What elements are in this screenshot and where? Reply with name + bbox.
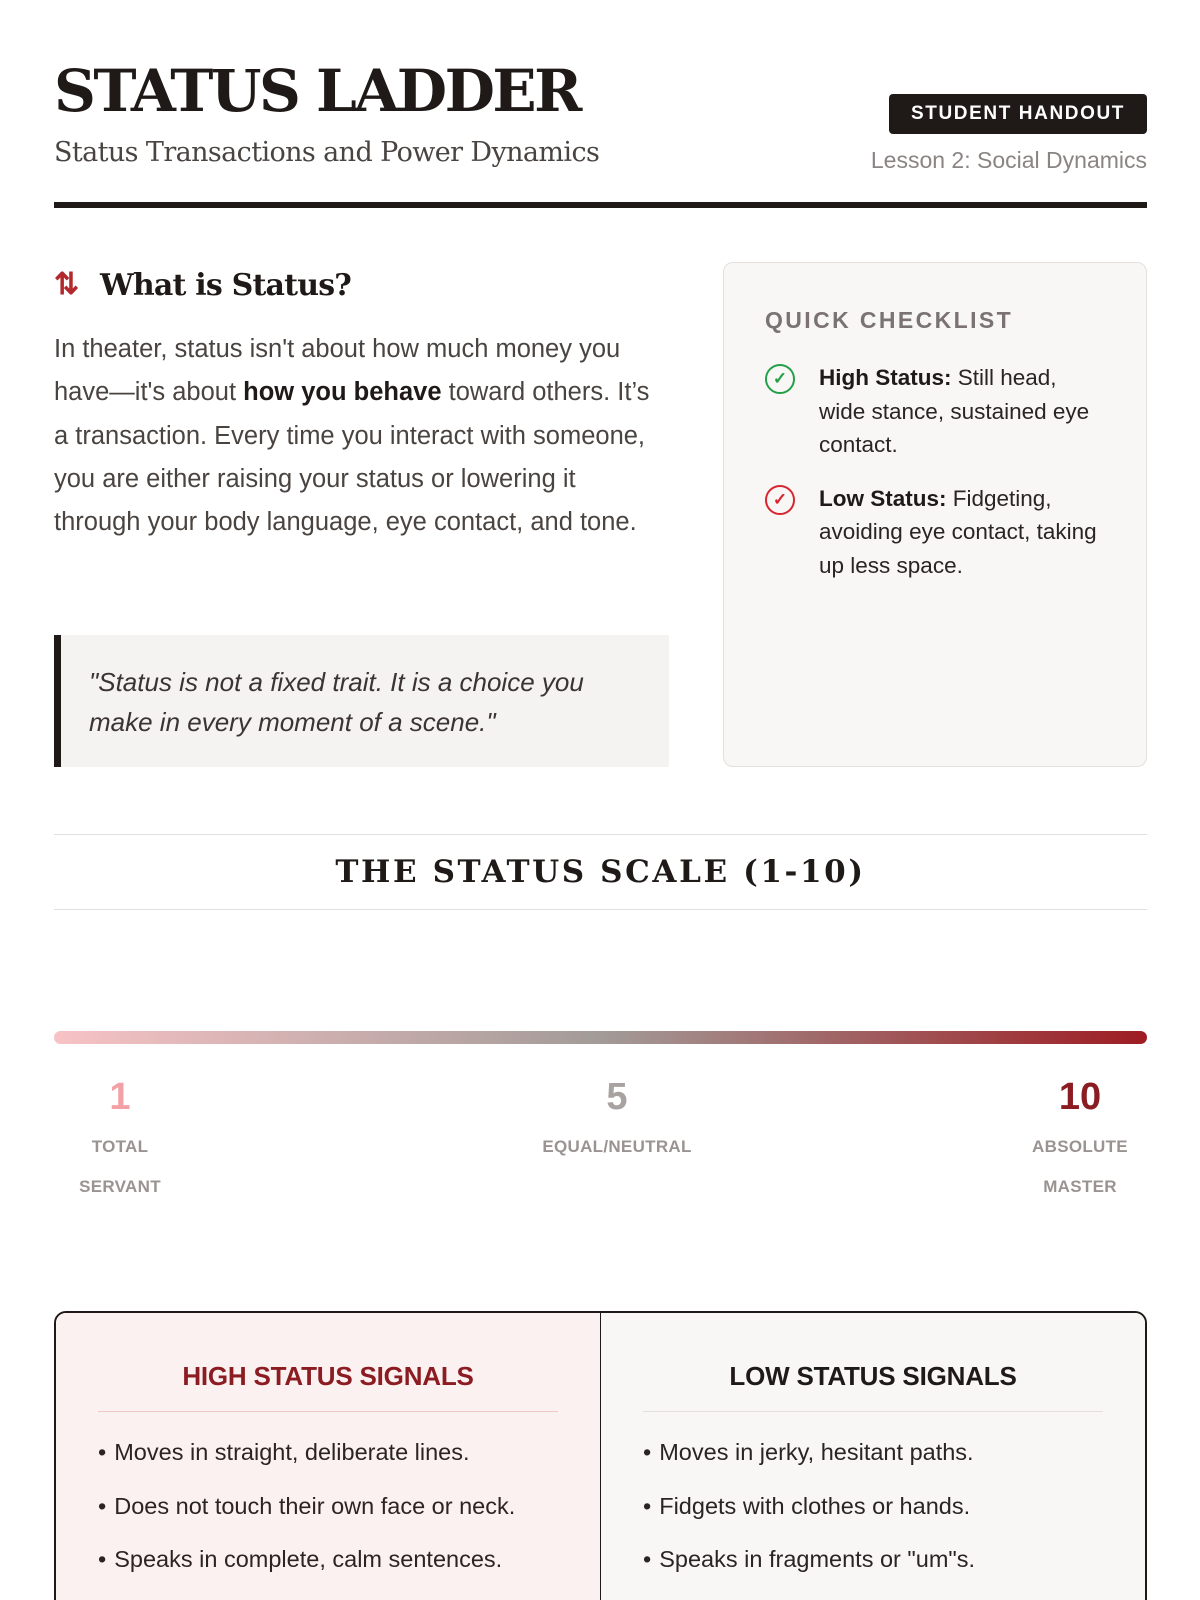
checklist-item-high (765, 361, 1106, 462)
checklist-item-low (765, 482, 1106, 583)
high-status-column (56, 1313, 601, 1600)
quick-checklist (723, 262, 1147, 767)
low-status-list (643, 1412, 1103, 1587)
scale-point-number: 1 (109, 1076, 131, 1118)
checklist-item-label: Low Status: (819, 485, 947, 511)
scale-label-line-1: TOTAL (91, 1137, 149, 1156)
section-heading: What is Status? (100, 267, 352, 303)
scale-point-number: 5 (606, 1076, 628, 1118)
check-circle-icon: ✓ (765, 485, 795, 515)
intro-text-part-2: toward others. It’s a transaction. Every time you interact with someone, you are either raising your status or lowering it through your body language, eye contact, and tone. (54, 378, 650, 537)
checklist-item-desc: Still head, wide stance, sustained eye contact. (819, 365, 1090, 457)
scale-point-5 (537, 1071, 697, 1167)
what-is-status-section (54, 262, 669, 544)
status-scale-gradient-bar (54, 1031, 1147, 1044)
scale-label-line-2: SERVANT (79, 1177, 161, 1196)
checklist-item-desc: Fidgeting, avoiding eye contact, taking up less space. (819, 485, 1097, 578)
list-item: • Fidgets with clothes or hands. (643, 1480, 1103, 1534)
high-status-heading: HIGH STATUS SIGNALS (98, 1313, 558, 1412)
scale-label-line-2: MASTER (1043, 1177, 1117, 1196)
scale-point-label: EQUAL/NEUTRAL (542, 1137, 692, 1156)
intro-paragraph (54, 328, 669, 544)
checklist-item-text (819, 482, 1106, 583)
list-item: • Does not touch their own face or neck. (98, 1480, 558, 1534)
scale-point-label (1000, 1127, 1160, 1207)
checklist-title: QUICK CHECKLIST (765, 307, 1014, 333)
list-item: • Moves in jerky, hesitant paths. (643, 1426, 1103, 1480)
list-item: • Speaks in fragments or "um"s. (643, 1533, 1103, 1587)
checklist-item-text (819, 361, 1106, 462)
page-header (54, 56, 1147, 208)
section-heading-row (54, 262, 669, 308)
check-circle-icon: ✓ (765, 364, 795, 394)
scale-point-10 (1000, 1071, 1160, 1207)
list-item: • Speaks in complete, calm sentences. (98, 1533, 558, 1587)
scale-point-label (40, 1127, 200, 1207)
pull-quote: "Status is not a fixed trait. It is a choice you make in every moment of a scene." (54, 635, 669, 767)
status-signals-table (54, 1311, 1147, 1600)
checklist-item-label: High Status: (819, 365, 952, 390)
handout-badge: STUDENT HANDOUT (889, 94, 1147, 134)
status-scale-heading: THE STATUS SCALE (1-10) (54, 834, 1147, 910)
scale-point-number: 10 (1058, 1076, 1102, 1118)
up-down-arrows-icon: ⇅ (54, 268, 80, 301)
scale-label-line-1: ABSOLUTE (1032, 1137, 1128, 1156)
page-title: STATUS LADDER (54, 57, 580, 125)
intro-text-part-1: In theater, status isn't about how much money you have—it's about (54, 335, 621, 407)
page-subtitle: Status Transactions and Power Dynamics (54, 137, 600, 168)
list-item: • Moves in straight, deliberate lines. (98, 1426, 558, 1480)
lesson-label: Lesson 2: Social Dynamics (870, 147, 1147, 173)
low-status-heading: LOW STATUS SIGNALS (643, 1313, 1103, 1412)
scale-point-1 (40, 1071, 200, 1207)
intro-text-emphasis: how you behave (243, 378, 442, 407)
low-status-column (601, 1313, 1145, 1600)
high-status-list (98, 1412, 558, 1587)
